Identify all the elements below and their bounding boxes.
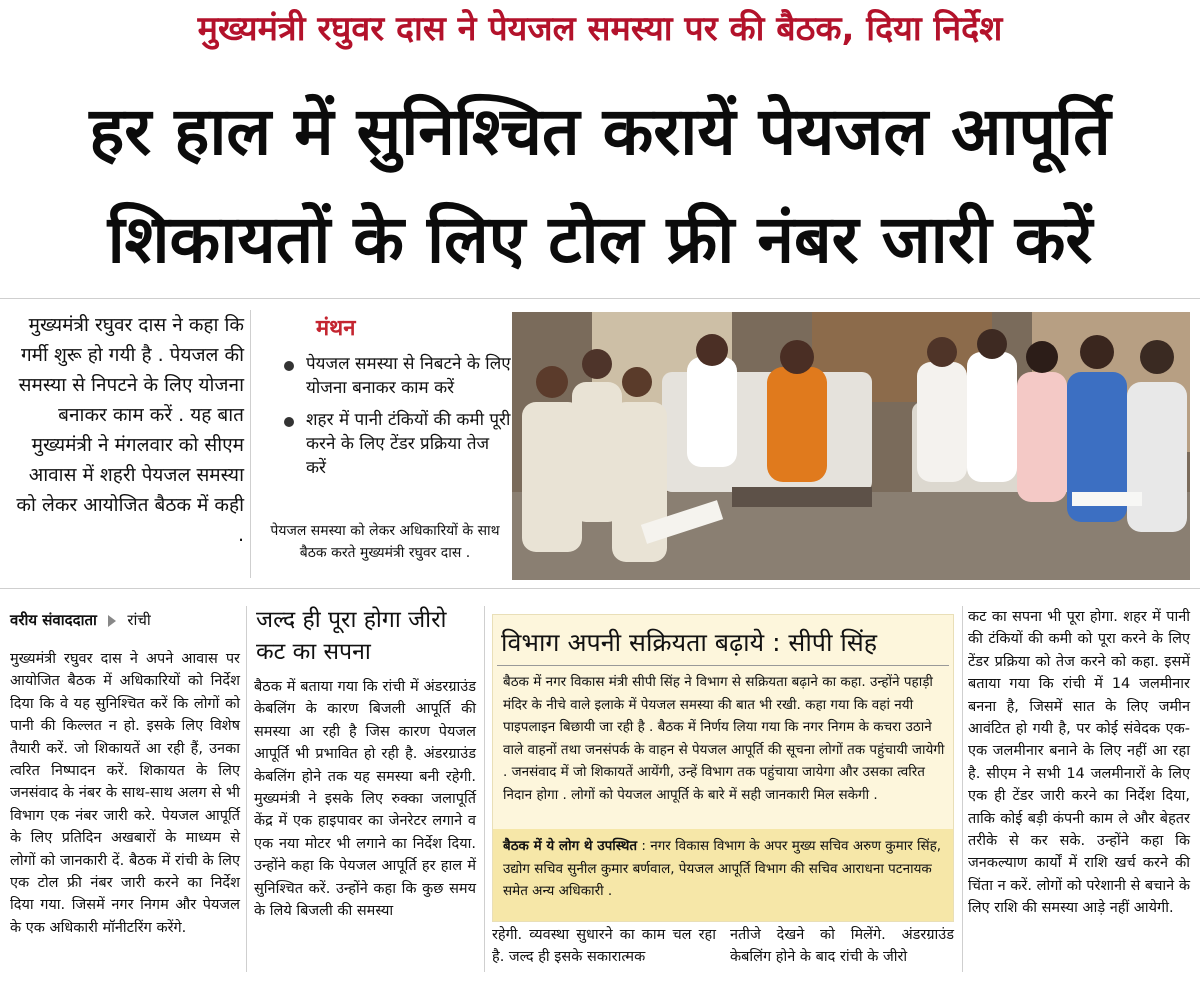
photo-caption: पेयजल समस्या को लेकर अधिकारियों के साथ बैठक करते मुख्यमंत्री रघुवर दास . (270, 523, 500, 561)
divider-middle (0, 588, 1200, 589)
byline-separator-icon (108, 615, 116, 627)
box-title: विभाग अपनी सक्रियता बढ़ाये : सीपी सिंह (501, 628, 878, 657)
divider-col1 (246, 606, 247, 972)
article-column-1: मुख्यमंत्री रघुवर दास ने अपने आवास पर आयोजित बैठक में अधिकारियों को निर्देश दिया कि वे यह सुनिश्चित करें कि लोगों को पानी की किल्लत न हो. इसके लिए विशेष तैयारी करें. जो शिकायतें आ रही हैं, उनका त्वरित निष्पादन करें. शिकायत के लिए जनसंवाद के नंबर के साथ-साथ अलग से भी विभाग एक नंबर जारी करे. पेयजल आपूर्ति के लिए प्रतिदिन अखबारों के माध्यम से लोगों को जानकारी दें. बैठक में रांची के लिए एक टोल फ्री नंबर जारी करने का निर्देश दिया गया. जिसमें नगर निगम और पेयजल के एक अधिकारी मॉनीटरिंग करेंगे. (10, 651, 240, 936)
article-column-3b: नतीजे देखने को मिलेंगे. अंडरग्राउंड केबलिंग होने के बाद रांची के जीरो (730, 927, 954, 966)
attendees-text: : नगर विकास विभाग के अपर मुख्य सचिव अरुण कुमार सिंह, उद्योग सचिव सुनील कुमार बर्णवाल, पेयजल आपूर्ति विभाग की सचिव आराधना पटनायक समेत अन्य अधिकारी . (503, 838, 942, 899)
article-column-4: कट का सपना भी पूरा होगा. शहर में पानी की टंकियों की कमी को पूरा करने के लिए टेंडर प्रक्रिया को तेज करने को कहा. इसमें बताया गया कि रांची में 14 जलमीनार बनना है, जिसमें सात के लिए जमीन आवंटित हो गयी है, पर कोई संवेदक एक-एक जलमीनार बनाने के लिए नहीं आ रहा है. सीएम ने सभी 14 जलमीनारों के लिए एक ही टेंडर जारी करने का निर्देश दिया, ताकि कोई बड़ी कंपनी काम ले और बेहतर तरीके से कर सके. उन्होंने कहा कि जनकल्याण कार्यों में राशि खर्च करने की चिंता न करें. लोगों को परेशानी से बचाने के लिए राशि की समस्या आड़े नहीं आयेगी. (968, 609, 1190, 917)
manthan-list (268, 352, 512, 488)
divider-col2 (484, 606, 485, 972)
attendees-note (493, 829, 953, 921)
main-headline-line2: शिकायतों के लिए टोल फ्री नंबर जारी करें (107, 201, 1093, 278)
divider-intro (250, 310, 251, 578)
intro-paragraph: मुख्यमंत्री रघुवर दास ने कहा कि गर्मी शुरू हो गयी है . पेयजल की समस्या से निपटने के लिए योजना बनाकर काम करें . यह बात मुख्यमंत्री ने मंगलवार को सीएम आवास में शहरी पेयजल समस्या को लेकर आयोजित बैठक में कही . (16, 314, 244, 546)
article-column-3a: रहेगी. व्यवस्था सुधारने का काम चल रहा है. जल्द ही इसके सकारात्मक (492, 927, 716, 966)
manthan-item: शहर में पानी टंकियों की कमी पूरी करने के लिए टेंडर प्रक्रिया तेज करें (268, 408, 512, 480)
meeting-photo (512, 312, 1190, 580)
kicker-headline: मुख्यमंत्री रघुवर दास ने पेयजल समस्या पर की बैठक, दिया निर्देश (197, 9, 1003, 49)
cp-singh-box (492, 614, 954, 922)
manthan-item: पेयजल समस्या से निबटने के लिए योजना बनाकर काम करें (268, 352, 512, 400)
divider-top (0, 298, 1200, 299)
subheading-zero-cut: जल्द ही पूरा होगा जीरो कट का सपना (256, 607, 447, 665)
divider-col3 (962, 606, 963, 972)
byline (10, 610, 240, 630)
byline-author: वरीय संवाददाता (10, 611, 97, 629)
byline-city: रांची (127, 611, 151, 629)
box-rule (497, 665, 949, 666)
attendees-label: बैठक में ये लोग थे उपस्थित (503, 838, 638, 854)
manthan-label: मंथन (316, 316, 356, 341)
main-headline-line1: हर हाल में सुनिश्चित करायें पेयजल आपूर्ति (89, 93, 1111, 170)
box-body: बैठक में नगर विकास मंत्री सीपी सिंह ने विभाग से सक्रियता बढ़ाने का कहा. उन्होंने पहाड़ी मंदिर के नीचे वाले इलाके में पेयजल समस्या की बात भी रखी. कहा गया कि वहां नयी पाइपलाइन बिछायी जा रही है . बैठक में निर्णय लिया गया कि नगर निगम के कचरा उठाने वाले वाहनों तथा जनसंपर्क के वाहन से पेयजल आपूर्ति की सूचना लोगों तक पहुंचायी जायेगी . जनसंवाद में जो शिकायतें आयेंगी, उन्हें विभाग तक पहुंचाया जायेगा और उसका त्वरित निदान होगा . लोगों को पेयजल आपूर्ति के बारे में सही जानकारी मिल सकेगी . (503, 674, 945, 803)
article-column-2: बैठक में बताया गया कि रांची में अंडरग्राउंड केबलिंग के कारण बिजली आपूर्ति की समस्या आ रही है जिस कारण पेयजल आपूर्ति भी प्रभावित हो रही है. अंडरग्राउंड केबलिंग होने तक यह समस्या बनी रहेगी. मुख्यमंत्री ने इसके लिए रुक्का जलापूर्ति केंद्र में एक हाइपावर का जेनरेटर लगाने व एक नया मोटर भी लगाने का निर्देश दिया. उन्होंने कहा कि पेयजल आपूर्ति हर हाल में सुनिश्चित करें. उन्होंने कहा कि कुछ समय के लिये बिजली की समस्या (254, 679, 476, 920)
